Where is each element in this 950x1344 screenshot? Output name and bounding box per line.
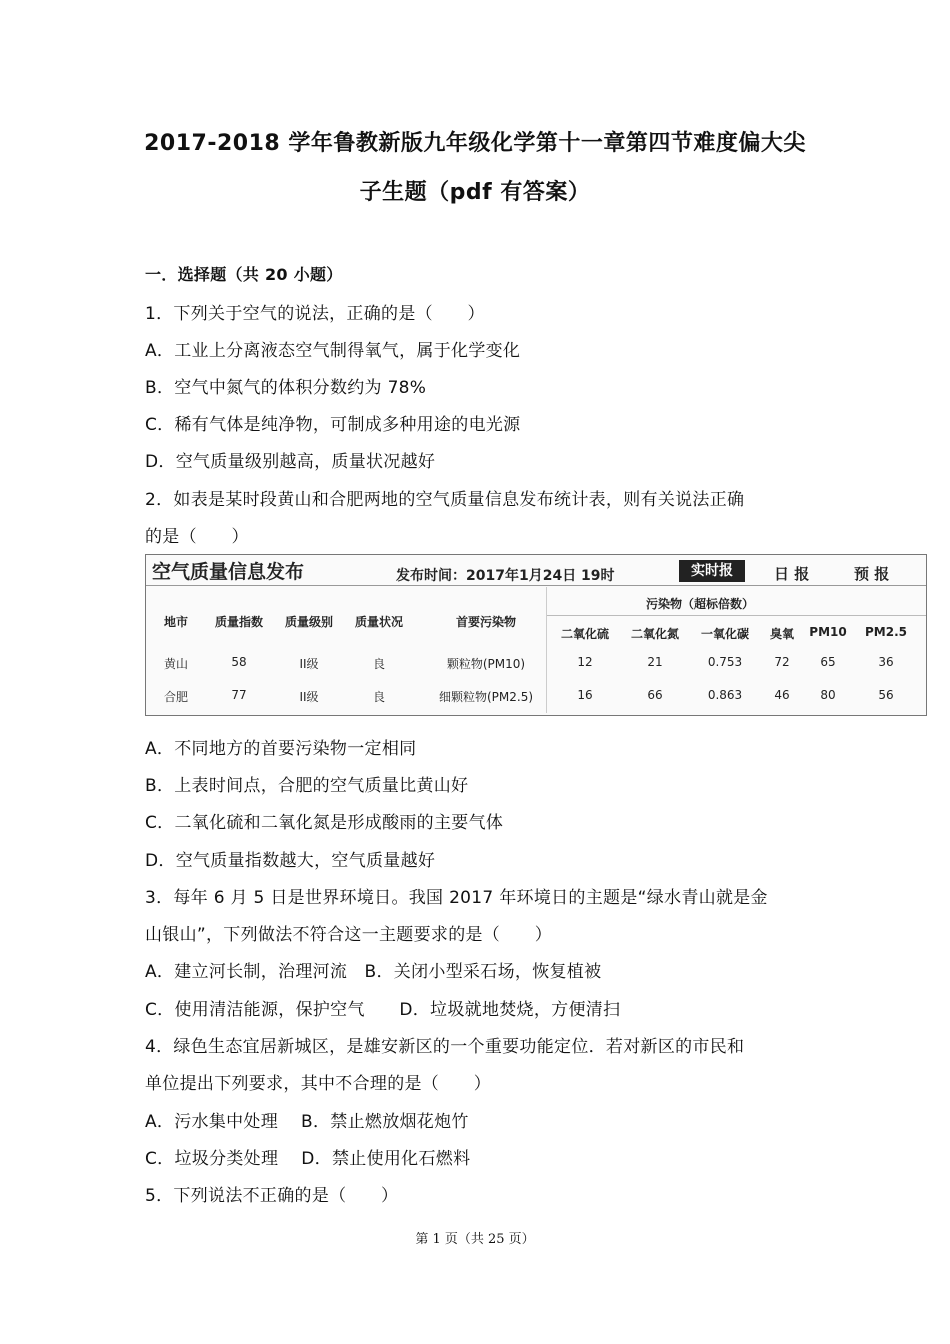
q2-option-a: A．不同地方的首要污染物一定相同 <box>145 739 417 759</box>
q2-option-b: B．上表时间点，合肥的空气质量比黄山好 <box>145 776 469 796</box>
column-header: 一氧化碳 <box>700 627 749 641</box>
q1-option-c: C．稀有气体是纯净物，可制成多种用途的电光源 <box>145 415 521 435</box>
table-cell: 良 <box>372 657 385 671</box>
table-cell: 0.863 <box>707 688 743 702</box>
q2-option-d: D．空气质量指数越大，空气质量越好 <box>145 851 436 871</box>
table-cell: 合肥 <box>163 690 188 704</box>
column-header: 二氧化硫 <box>560 627 609 641</box>
column-header: PM10 <box>809 625 847 639</box>
q4-options-ab: A．污水集中处理 B．禁止燃放烟花炮竹 <box>145 1112 469 1132</box>
column-header: 首要污染物 <box>455 615 516 629</box>
table-divider <box>146 585 926 586</box>
column-header: 质量指数 <box>214 615 263 629</box>
table-cell: 72 <box>774 655 790 669</box>
q3-options-cd: C．使用清洁能源，保护空气 D．垃圾就地焚烧，方便清扫 <box>145 1000 621 1020</box>
table-cell: II级 <box>299 657 319 671</box>
table-cell: 56 <box>878 688 894 702</box>
table-publish-time: 发布时间：2017年1月24日 19时 <box>396 568 615 584</box>
table-cell: 黄山 <box>163 657 188 671</box>
table-cell: 12 <box>577 655 593 669</box>
pollutant-group-header: 污染物（超标倍数） <box>646 597 755 611</box>
q2-option-c: C．二氧化硫和二氧化氮是形成酸雨的主要气体 <box>145 813 504 833</box>
table-cell: 16 <box>577 688 593 702</box>
column-header: 地市 <box>163 615 188 629</box>
table-column-divider <box>546 587 547 713</box>
table-cell: 颗粒物(PM10) <box>446 657 526 671</box>
column-header: 臭氧 <box>769 627 794 641</box>
question-4-line1: 4．绿色生态宜居新城区，是雄安新区的一个重要功能定位．若对新区的市民和 <box>145 1037 745 1057</box>
tab-forecast: 预 报 <box>854 565 890 583</box>
table-cell: 细颗粒物(PM2.5) <box>438 690 534 704</box>
q1-option-a: A．工业上分离液态空气制得氧气，属于化学变化 <box>145 341 521 361</box>
table-cell: 36 <box>878 655 894 669</box>
table-cell: II级 <box>299 690 319 704</box>
table-header-title: 空气质量信息发布 <box>152 561 305 583</box>
table-cell: 良 <box>372 690 385 704</box>
column-header: 质量级别 <box>284 615 333 629</box>
column-header: PM2.5 <box>865 625 907 639</box>
table-cell: 46 <box>774 688 790 702</box>
page-footer: 第 1 页（共 25 页） <box>415 1232 535 1247</box>
question-2-line2: 的是（ ） <box>145 527 249 547</box>
column-header: 二氧化氮 <box>630 627 679 641</box>
document-title-line1: 2017-2018 学年鲁教新版九年级化学第十一章第四节难度偏大尖 <box>144 131 806 156</box>
question-3-line1: 3．每年 6 月 5 日是世界环境日。我国 2017 年环境日的主题是“绿水青山就是金 <box>145 888 768 908</box>
table-cell: 65 <box>820 655 836 669</box>
q1-option-b: B．空气中氮气的体积分数约为 78% <box>145 378 427 398</box>
tab-daily: 日 报 <box>774 565 810 583</box>
document-title-line2: 子生题（pdf 有答案） <box>359 180 591 205</box>
table-cell: 80 <box>820 688 836 702</box>
table-cell: 21 <box>647 655 663 669</box>
table-subdivider <box>546 615 926 616</box>
air-quality-table-image <box>145 554 927 716</box>
question-5: 5．下列说法不正确的是（ ） <box>145 1186 399 1206</box>
tab-realtime: 实时报 <box>679 560 745 582</box>
question-4-line2: 单位提出下列要求，其中不合理的是（ ） <box>145 1074 491 1094</box>
table-cell: 66 <box>647 688 663 702</box>
column-header: 质量状况 <box>354 615 403 629</box>
q4-options-cd: C．垃圾分类处理 D．禁止使用化石燃料 <box>145 1149 471 1169</box>
q1-option-d: D．空气质量级别越高，质量状况越好 <box>145 452 436 472</box>
table-cell: 77 <box>231 688 247 702</box>
table-cell: 0.753 <box>707 655 743 669</box>
q3-options-ab: A．建立河长制，治理河流 B．关闭小型采石场，恢复植被 <box>145 962 602 982</box>
section-heading: 一．选择题（共 20 小题） <box>145 265 343 284</box>
table-cell: 58 <box>231 655 247 669</box>
question-2-line1: 2．如表是某时段黄山和合肥两地的空气质量信息发布统计表，则有关说法正确 <box>145 490 745 510</box>
question-3-line2: 山银山”，下列做法不符合这一主题要求的是（ ） <box>145 925 553 945</box>
question-1: 1．下列关于空气的说法，正确的是（ ） <box>145 304 485 324</box>
